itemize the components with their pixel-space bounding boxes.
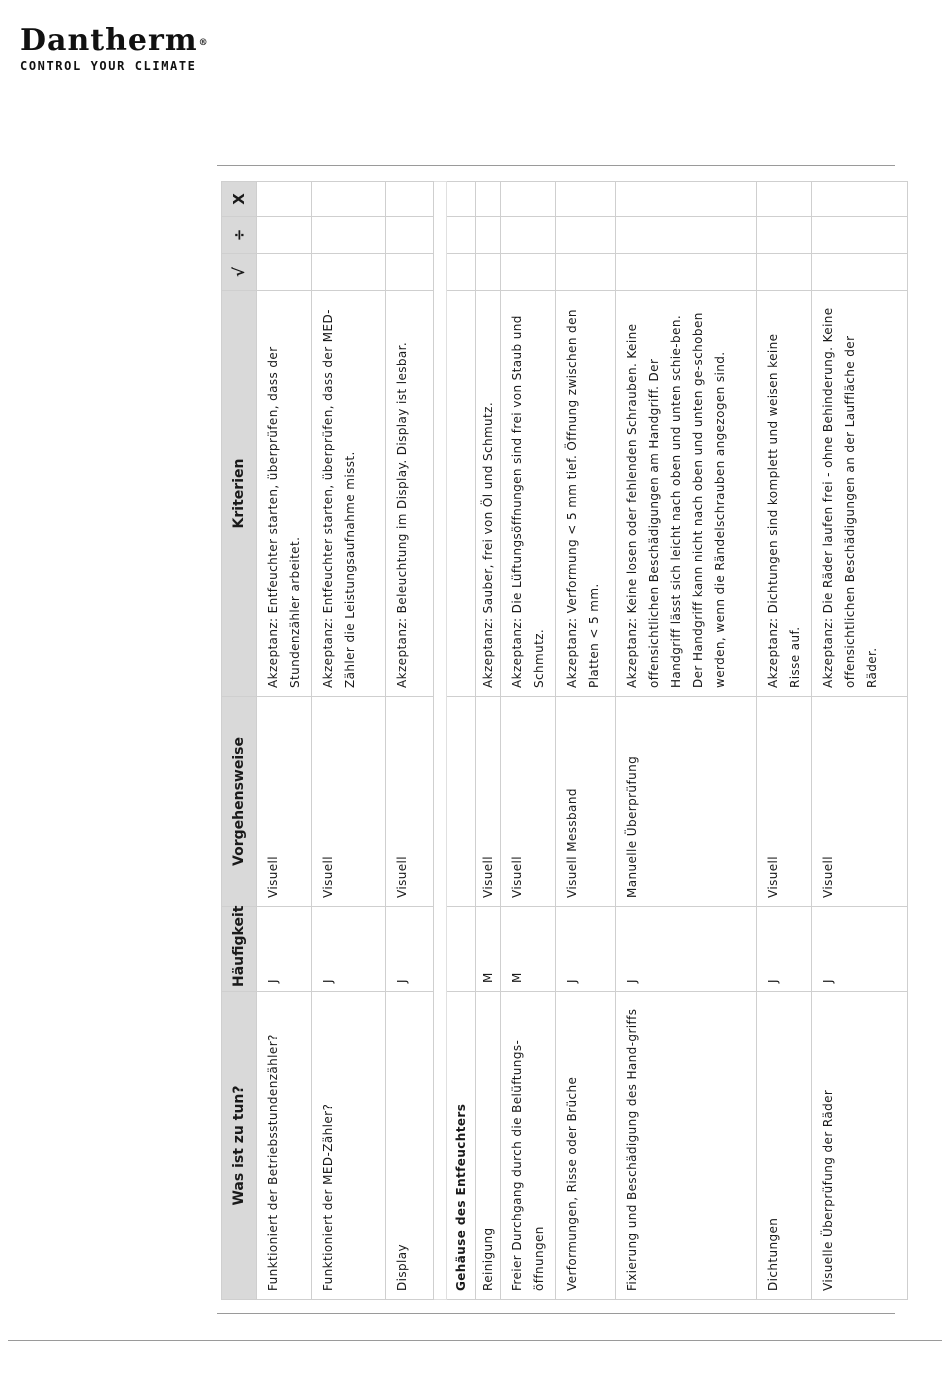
task-cell: Funktioniert der Betriebsstundenzähler?	[257, 992, 312, 1300]
partial-checkbox[interactable]	[556, 217, 616, 254]
section-title: Gehäuse des Entfeuchters	[447, 992, 476, 1300]
fail-checkbox[interactable]	[386, 182, 434, 217]
criteria-cell: Akzeptanz: Verformung < 5 mm tief. Öffnung zwischen den Platten < 5 mm.	[556, 291, 616, 697]
partial-checkbox[interactable]	[757, 217, 812, 254]
task-cell: Reinigung	[476, 992, 501, 1300]
header-frequency: Häufigkeit	[222, 907, 257, 992]
procedure-cell: Visuell	[501, 697, 556, 907]
logo-name: Dantherm	[20, 23, 198, 58]
task-cell: Freier Durchgang durch die Belüftungs-öffnungen	[501, 992, 556, 1300]
procedure-cell: Visuell	[386, 697, 434, 907]
fail-checkbox[interactable]	[812, 182, 908, 217]
procedure-cell: Visuell	[476, 697, 501, 907]
header-task: Was ist zu tun?	[222, 992, 257, 1300]
fail-checkbox[interactable]	[757, 182, 812, 217]
partial-checkbox[interactable]	[476, 217, 501, 254]
task-cell: Verformungen, Risse oder Brüche	[556, 992, 616, 1300]
table-row	[812, 182, 908, 1300]
header-ok-icon: √	[222, 254, 257, 291]
frequency-cell: J	[257, 907, 312, 992]
criteria-cell: Akzeptanz: Beleuchtung im Display. Display ist lesbar.	[386, 291, 434, 697]
table-row	[616, 182, 757, 1300]
fail-checkbox[interactable]	[312, 182, 386, 217]
table-row	[501, 182, 556, 1300]
partial-checkbox[interactable]	[616, 217, 757, 254]
frequency-cell: J	[616, 907, 757, 992]
task-cell: Display	[386, 992, 434, 1300]
procedure-cell: Visuell	[812, 697, 908, 907]
section-header-row	[447, 182, 476, 1300]
table-row	[556, 182, 616, 1300]
frequency-cell: M	[501, 907, 556, 992]
header-criteria: Kriterien	[222, 291, 257, 697]
criteria-cell: Akzeptanz: Keine losen oder fehlenden Schrauben. Keine offensichtlichen Beschädigungen am Handgriff. Der Handgriff lässt sich leicht nach oben und unten schie-ben. Der Handgriff kann nicht nach oben und unten ge-schoben werden, wenn die Rändelschrauben angezogen sind.	[616, 291, 757, 697]
criteria-cell: Akzeptanz: Entfeuchter starten, überprüfen, dass der MED-Zähler die Leistungsaufnahme misst.	[312, 291, 386, 697]
procedure-cell: Visuell	[312, 697, 386, 907]
header-partial-icon: ÷	[222, 217, 257, 254]
procedure-cell: Visuell Messband	[556, 697, 616, 907]
procedure-cell: Visuell	[757, 697, 812, 907]
frequency-cell: J	[757, 907, 812, 992]
criteria-cell: Akzeptanz: Entfeuchter starten, überprüfen, dass der Stundenzähler arbeitet.	[257, 291, 312, 697]
table-row	[312, 182, 386, 1300]
table-row	[757, 182, 812, 1300]
maintenance-checklist-table	[221, 181, 908, 1300]
ok-checkbox[interactable]	[812, 254, 908, 291]
table-header-row	[222, 182, 257, 1300]
ok-checkbox[interactable]	[616, 254, 757, 291]
task-cell: Funktioniert der MED-Zähler?	[312, 992, 386, 1300]
footer-divider	[8, 1340, 942, 1341]
partial-checkbox[interactable]	[386, 217, 434, 254]
procedure-cell: Manuelle Überprüfung	[616, 697, 757, 907]
frequency-cell: J	[312, 907, 386, 992]
spacer-row	[434, 182, 447, 1300]
fail-checkbox[interactable]	[257, 182, 312, 217]
ok-checkbox[interactable]	[257, 254, 312, 291]
ok-checkbox[interactable]	[386, 254, 434, 291]
table-row	[257, 182, 312, 1300]
rotated-table-frame	[221, 182, 879, 1300]
table-bottom-divider	[217, 1313, 895, 1314]
logo-tagline: CONTROL YOUR CLIMATE	[20, 59, 197, 73]
task-cell: Dichtungen	[757, 992, 812, 1300]
top-divider	[217, 165, 895, 166]
frequency-cell: M	[476, 907, 501, 992]
ok-checkbox[interactable]	[556, 254, 616, 291]
frequency-cell: J	[812, 907, 908, 992]
ok-checkbox[interactable]	[476, 254, 501, 291]
fail-checkbox[interactable]	[476, 182, 501, 217]
fail-checkbox[interactable]	[501, 182, 556, 217]
partial-checkbox[interactable]	[312, 217, 386, 254]
ok-checkbox[interactable]	[312, 254, 386, 291]
fail-checkbox[interactable]	[616, 182, 757, 217]
ok-checkbox[interactable]	[757, 254, 812, 291]
header-fail-icon: X	[222, 182, 257, 217]
procedure-cell: Visuell	[257, 697, 312, 907]
header-procedure: Vorgehensweise	[222, 697, 257, 907]
table-row	[386, 182, 434, 1300]
dantherm-logo	[20, 23, 209, 73]
criteria-cell: Akzeptanz: Die Lüftungsöffnungen sind frei von Staub und Schmutz.	[501, 291, 556, 697]
partial-checkbox[interactable]	[257, 217, 312, 254]
task-cell: Fixierung und Beschädigung des Hand-griffs	[616, 992, 757, 1300]
frequency-cell: J	[556, 907, 616, 992]
ok-checkbox[interactable]	[501, 254, 556, 291]
registered-mark-icon: ®	[198, 38, 209, 48]
criteria-cell: Akzeptanz: Sauber, frei von Öl und Schmutz.	[476, 291, 501, 697]
criteria-cell: Akzeptanz: Dichtungen sind komplett und weisen keine Risse auf.	[757, 291, 812, 697]
partial-checkbox[interactable]	[812, 217, 908, 254]
criteria-cell: Akzeptanz: Die Räder laufen frei - ohne Behinderung. Keine offensichtlichen Beschädigungen an der Lauffläche der Räder.	[812, 291, 908, 697]
task-cell: Visuelle Überprüfung der Räder	[812, 992, 908, 1300]
fail-checkbox[interactable]	[556, 182, 616, 217]
frequency-cell: J	[386, 907, 434, 992]
table-row	[476, 182, 501, 1300]
partial-checkbox[interactable]	[501, 217, 556, 254]
